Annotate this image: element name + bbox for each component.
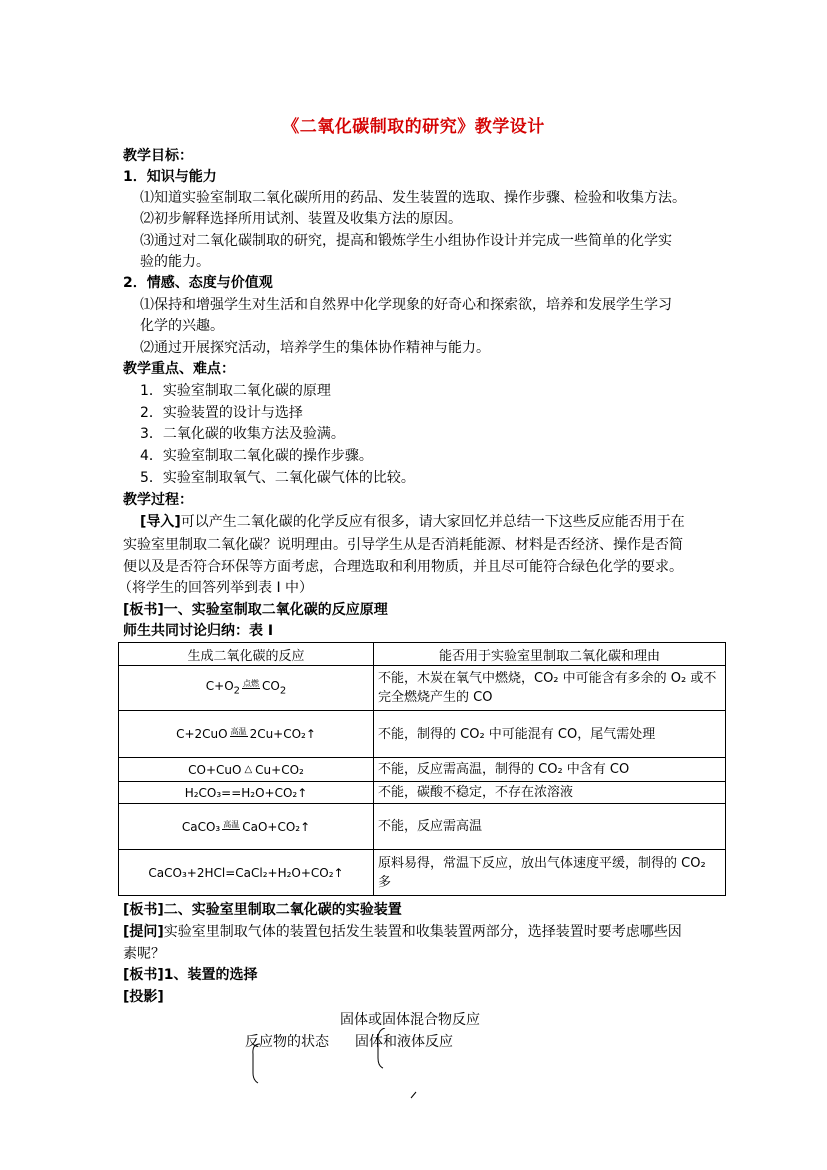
reason-cell: 原料易得，常温下反应，放出气体速度平缓，制得的 CO₂ 多 <box>374 850 726 896</box>
reaction-condition: 高温 <box>223 819 240 829</box>
projection-label: [投影] <box>123 989 164 1005</box>
table-header-reaction: 生成二氧化碳的反应 <box>119 643 374 666</box>
table-row <box>119 804 726 850</box>
question-tag: [提问] <box>123 924 164 940</box>
key-item-2: 2．实验装置的设计与选择 <box>140 405 303 421</box>
stray-mark <box>411 1092 416 1098</box>
board-heading-3: [板书]1、装置的选择 <box>123 967 258 983</box>
left-brace <box>253 1044 260 1083</box>
s1-item-3-cont: 验的能力。 <box>140 254 210 270</box>
table-header-row <box>119 643 726 666</box>
reaction-cell: CO+CuO △ Cu+CO₂ <box>119 758 374 782</box>
reaction-condition: 高温 <box>230 727 247 736</box>
s1-item-1: ⑴知道实验室制取二氧化碳所用的药品、发生装置的选取、操作步骤、检验和收集方法。 <box>140 190 686 206</box>
section1-heading: 1．知识与能力 <box>123 169 217 185</box>
key-points-heading: 教学重点、难点： <box>123 361 235 377</box>
key-item-5: 5．实验室制取氧气、二氧化碳气体的比较。 <box>140 470 415 486</box>
reason-cell: 不能，碳酸不稳定，不存在浓溶液 <box>374 782 726 804</box>
s1-item-2: ⑵初步解释选择所用试剂、装置及收集方法的原因。 <box>140 211 462 227</box>
goals-heading: 教学目标： <box>123 148 193 164</box>
intro-tag: [导入] <box>140 514 181 530</box>
reason-cell: 不能，木炭在氧气中燃烧，CO₂ 中可能含有多余的 O₂ 或不完全燃烧产生的 CO <box>374 666 726 711</box>
table-header-usability: 能否用于实验室里制取二氧化碳和理由 <box>374 643 726 666</box>
reaction-condition: 点燃 <box>243 679 260 689</box>
reaction-cell: $C+O_2$ 点燃 $CO_2$ <box>119 666 374 711</box>
s1-item-3: ⑶通过对二氧化碳制取的研究，提高和锻炼学生小组协作设计并完成一些简单的化学实 <box>140 233 672 249</box>
reason-cell: 不能，制得的 CO₂ 中可能混有 CO，尾气需处理 <box>374 711 726 758</box>
table-row <box>119 782 726 804</box>
right-brace <box>378 1028 385 1068</box>
option-solid-solid: 固体或固体混合物反应 <box>340 1012 480 1028</box>
s2-item-2: ⑵通过开展探究活动，培养学生的集体协作精神与能力。 <box>140 340 490 356</box>
board-heading-1: [板书]一、实验室制取二氧化碳的反应原理 <box>123 602 388 618</box>
intro-line-2: 实验室里制取二氧化碳？说明理由。引导学生从是否消耗能源、材料是否经济、操作是否简 <box>123 537 683 553</box>
reaction-cell: C+2CuO 高温 2Cu+CO₂↑ <box>119 711 374 758</box>
reactant-state-label: 反应物的状态 <box>245 1034 329 1050</box>
intro-line-1: [导入]可以产生二氧化碳的化学反应有很多，请大家回忆并总结一下这些反应能否用于在 <box>140 514 685 530</box>
reaction-cell: CaCO₃+2HCl=CaCl₂+H₂O+CO₂↑ <box>119 850 374 896</box>
table-row <box>119 666 726 711</box>
table-row <box>119 758 726 782</box>
s2-item-1-cont: 化学的兴趣。 <box>140 318 224 334</box>
question-line-1: [提问]实验室里制取气体的装置包括发生装置和收集装置两部分，选择装置时要考虑哪些因 <box>123 924 682 940</box>
summary-label: 师生共同讨论归纳：表 I <box>123 623 274 639</box>
key-item-1: 1．实验室制取二氧化碳的原理 <box>140 383 331 399</box>
intro-line-4: （将学生的回答列举到表 I 中） <box>118 580 314 596</box>
reaction-condition: △ <box>244 763 253 775</box>
option-solid-liquid: 固体和液体反应 <box>355 1034 453 1050</box>
table-row <box>119 850 726 896</box>
reason-cell: 不能，反应需高温 <box>374 804 726 850</box>
reason-cell: 不能，反应需高温，制得的 CO₂ 中含有 CO <box>374 758 726 782</box>
reaction-cell: H₂CO₃==H₂O+CO₂↑ <box>119 782 374 804</box>
section2-heading: 2．情感、态度与价值观 <box>123 275 273 291</box>
s2-item-1: ⑴保持和增强学生对生活和自然界中化学现象的好奇心和探索欲，培养和发展学生学习 <box>140 297 672 313</box>
reaction-cell: CaCO₃ 高温 CaO+CO₂↑ <box>119 804 374 850</box>
intro-line-3: 便以及是否符合环保等方面考虑，合理选取和利用物质，并且尽可能符合绿色化学的要求。 <box>123 559 683 575</box>
table-row <box>119 711 726 758</box>
key-item-4: 4．实验室制取二氧化碳的操作步骤。 <box>140 448 373 464</box>
question-line-2: 素呢？ <box>123 946 165 962</box>
key-item-3: 3．二氧化碳的收集方法及验满。 <box>140 426 345 442</box>
page-title: 《二氧化碳制取的研究》教学设计 <box>282 117 545 137</box>
reaction-table <box>118 642 726 896</box>
classification-brace-diagram <box>240 1028 440 1108</box>
process-heading: 教学过程： <box>123 492 193 508</box>
board-heading-2: [板书]二、实验室里制取二氧化碳的实验装置 <box>123 902 402 918</box>
